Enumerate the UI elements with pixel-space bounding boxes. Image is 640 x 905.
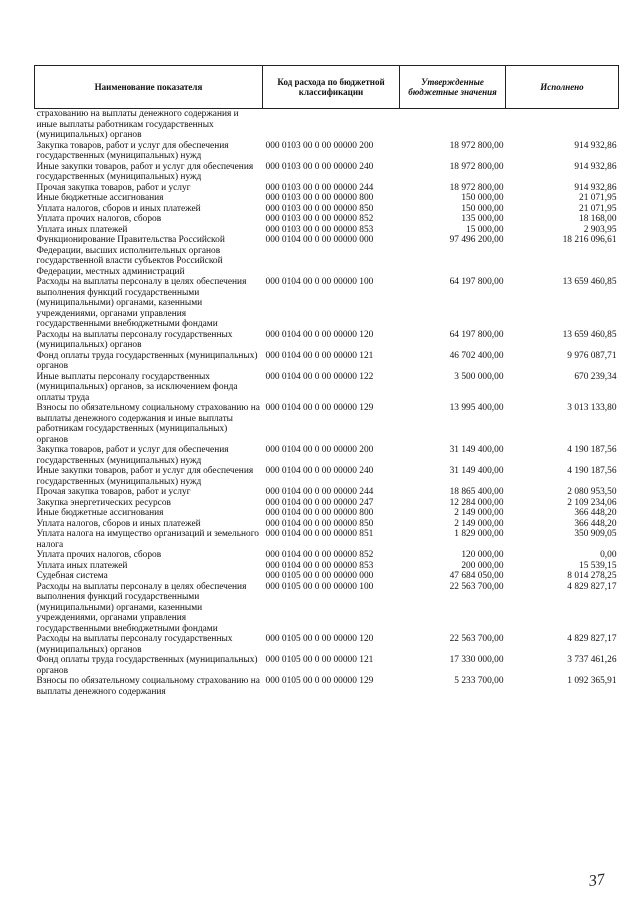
row-approved-cell: 18 972 800,00 [449,182,504,193]
row-executed-cell: 21 071,95 [579,193,617,203]
row-code-cell: 000 0105 00 0 00 00000 121 [265,655,374,665]
row-executed-cell: 13 659 460,85 [562,329,617,340]
row-approved-cell: 12 284 000,00 [449,497,504,508]
row-code-cell: 000 0104 00 0 00 00000 852 [265,550,374,560]
row-approved-cell: 15 000,00 [466,224,504,235]
row-executed-cell: 15 539,15 [579,560,617,571]
row-approved-cell: 3 500 000,00 [454,371,504,382]
table-row [35,571,619,582]
row-name-cell: Расходы на выплаты персоналу в целях обеспечения выполнения функций государственными (муниципальными) органами, казенными учреждениями, органами управления государственными внебюджетными фондами [36,277,247,329]
column-header-name: Наименование показателя [35,66,263,109]
row-code-cell: 000 0105 00 0 00 00000 129 [265,676,374,686]
row-executed-cell: 2 903,95 [583,224,617,235]
row-approved-cell: 1 829 000,00 [454,529,504,539]
row-name-cell: Иные выплаты персоналу государственных (муниципальных) органов, за исключением фонда оплаты труда [36,371,238,403]
table-row [35,403,619,445]
row-name-cell: Прочая закупка товаров, работ и услуг [36,487,191,497]
row-approved-cell: 5 233 700,00 [454,676,504,686]
row-name-cell: Уплата иных платежей [36,224,128,235]
table-row [35,372,619,404]
row-approved-cell: 2 149 000,00 [454,508,504,518]
table-row [35,351,619,372]
row-approved-cell: 135 000,00 [461,214,504,224]
column-header-executed: Исполнено [506,66,619,109]
row-approved-cell: 47 684 050,00 [449,571,504,581]
row-executed-cell: 18 168,00 [579,214,617,224]
row-approved-cell: 97 496 200,00 [449,235,504,245]
row-name-cell: Уплата налогов, сборов и иных платежей [36,203,201,214]
row-executed-cell: 4 190 187,56 [567,445,617,455]
row-executed-cell: 2 080 953,50 [567,487,617,497]
table-row [35,487,619,498]
row-code-cell: 000 0104 00 0 00 00000 100 [265,277,374,287]
row-executed-cell: 21 071,95 [579,203,617,214]
row-name-cell: Закупка товаров, работ и услуг для обеспечения государственных (муниципальных) нужд [36,140,229,161]
row-approved-cell: 150 000,00 [461,193,504,203]
row-code-cell: 000 0104 00 0 00 00000 240 [265,466,374,476]
row-executed-cell: 9 976 087,71 [567,350,617,361]
row-executed-cell: 366 448,20 [574,508,617,518]
budget-table [34,65,619,697]
row-name-cell: Прочая закупка товаров, работ и услуг [36,182,191,193]
budget-report-sheet [34,65,618,697]
table-row [35,466,619,487]
row-approved-cell: 64 197 800,00 [449,329,504,340]
row-code-cell: 000 0104 00 0 00 00000 244 [265,487,374,497]
row-name-cell: Взносы по обязательному социальному страхованию на выплаты денежного содержания [36,676,260,697]
row-code-cell: 000 0104 00 0 00 00000 853 [265,560,374,571]
row-name-cell: Иные закупки товаров, работ и услуг для обеспечения государственных (муниципальных) нужд [36,161,254,182]
row-executed-cell: 0,00 [600,550,617,560]
row-code-cell: 000 0104 00 0 00 00000 000 [265,235,374,245]
table-row [35,204,619,215]
table-row [35,655,619,676]
row-name-cell: Уплата налога на имущество организаций и земельного налога [36,529,259,550]
row-name-cell: Иные закупки товаров, работ и услуг для обеспечения государственных (муниципальных) нужд [36,466,254,487]
page-number: 37 [587,870,607,891]
table-row [35,550,619,561]
row-approved-cell: 31 149 400,00 [449,445,504,455]
row-name-cell: Уплата иных платежей [36,560,128,571]
row-name-cell: Уплата налогов, сборов и иных платежей [36,518,201,529]
table-row [35,519,619,530]
row-executed-cell [506,109,619,141]
row-approved-cell: 17 330 000,00 [449,655,504,665]
row-code-cell: 000 0103 00 0 00 00000 240 [265,161,374,172]
row-approved-cell: 46 702 400,00 [449,350,504,361]
row-approved-cell: 13 995 400,00 [449,403,504,413]
table-row [35,277,619,330]
table-row [35,634,619,655]
row-name-cell: Закупка энергетических ресурсов [36,497,171,508]
table-row [35,330,619,351]
row-executed-cell: 914 932,86 [574,161,617,172]
row-code-cell: 000 0103 00 0 00 00000 244 [265,182,374,193]
row-approved-cell: 18 865 400,00 [449,487,504,497]
row-code-cell: 000 0104 00 0 00 00000 129 [265,403,374,413]
row-code-cell: 000 0105 00 0 00 00000 100 [265,581,374,592]
row-approved-cell: 31 149 400,00 [449,466,504,476]
row-approved-cell: 18 972 800,00 [449,140,504,151]
row-approved-cell [400,109,506,141]
table-row [35,445,619,466]
row-code-cell: 000 0104 00 0 00 00000 120 [265,329,374,340]
row-code-cell: 000 0103 00 0 00 00000 853 [265,224,374,235]
row-name-cell: Расходы на выплаты персоналу в целях обеспечения выполнения функций государственными (муниципальными) органами, казенными учреждениями, органами управления государственными внебюджетными фондами [36,581,247,634]
row-name-cell: Закупка товаров, работ и услуг для обеспечения государственных (муниципальных) нужд [36,445,229,466]
row-executed-cell: 3 737 461,26 [567,655,617,665]
row-executed-cell: 18 216 096,61 [562,235,617,245]
row-approved-cell: 64 197 800,00 [449,277,504,287]
row-executed-cell: 13 659 460,85 [562,277,617,287]
row-name-cell: Иные бюджетные ассигнования [36,508,164,518]
row-name-cell: Уплата прочих налогов, сборов [36,214,162,224]
row-code-cell: 000 0103 00 0 00 00000 850 [265,203,374,214]
table-row [35,676,619,697]
table-row [35,561,619,572]
row-code-cell [263,109,400,141]
row-name-cell: Расходы на выплаты персоналу государственных (муниципальных) органов [36,634,233,655]
table-row [35,498,619,509]
row-approved-cell: 2 149 000,00 [454,518,504,529]
table-header-row [35,66,619,109]
table-row [35,183,619,194]
row-executed-cell: 1 092 365,91 [567,676,617,686]
row-code-cell: 000 0103 00 0 00 00000 800 [265,193,374,203]
row-name-cell: Функционирование Правительства Российской Федерации, высших исполнительных органов государственной власти субъектов Российской Федерации, местных администраций [36,235,225,277]
row-name-cell: Расходы на выплаты персоналу государственных (муниципальных) органов [36,329,233,350]
row-name-cell: Судебная система [36,571,108,581]
row-name-cell: Иные бюджетные ассигнования [36,193,164,203]
table-row [35,109,619,141]
row-approved-cell: 18 972 800,00 [449,161,504,172]
table-body [35,109,619,698]
row-code-cell: 000 0105 00 0 00 00000 000 [265,571,374,581]
row-code-cell: 000 0105 00 0 00 00000 120 [265,634,374,644]
table-row [35,193,619,204]
row-approved-cell: 120 000,00 [461,550,504,560]
table-row [35,235,619,277]
table-row [35,225,619,236]
row-name-cell: Фонд оплаты труда государственных (муниципальных) органов [36,655,258,676]
column-header-code: Код расхода по бюджетной классификации [263,66,400,109]
row-code-cell: 000 0104 00 0 00 00000 122 [265,371,374,382]
row-code-cell: 000 0104 00 0 00 00000 800 [265,508,374,518]
table-row [35,141,619,162]
row-code-cell: 000 0103 00 0 00 00000 200 [265,140,374,151]
row-executed-cell: 914 932,86 [574,182,617,193]
row-name-cell: Фонд оплаты труда государственных (муниципальных) органов [36,350,258,371]
row-approved-cell: 22 563 700,00 [449,634,504,644]
table-row [35,582,619,635]
row-executed-cell: 914 932,86 [574,140,617,151]
row-executed-cell: 8 014 278,25 [567,571,617,581]
row-code-cell: 000 0104 00 0 00 00000 247 [265,497,374,508]
table-row [35,529,619,550]
row-executed-cell: 4 829 827,17 [567,581,617,592]
row-executed-cell: 350 909,05 [574,529,617,539]
table-row [35,214,619,225]
row-executed-cell: 3 013 133,80 [567,403,617,413]
table-row [35,508,619,519]
row-code-cell: 000 0104 00 0 00 00000 850 [265,518,374,529]
row-code-cell: 000 0103 00 0 00 00000 852 [265,214,374,224]
row-name-cell: страхованию на выплаты денежного содержания и иные выплаты работникам государственных (муниципальных) органов [36,109,239,140]
row-approved-cell: 150 000,00 [461,203,504,214]
row-approved-cell: 22 563 700,00 [449,581,504,592]
row-executed-cell: 4 829 827,17 [567,634,617,644]
column-header-approved: Утвержденные бюджетные значения [400,66,506,109]
row-approved-cell: 200 000,00 [461,560,504,571]
row-code-cell: 000 0104 00 0 00 00000 200 [265,445,374,455]
row-code-cell: 000 0104 00 0 00 00000 851 [265,529,374,539]
row-executed-cell: 4 190 187,56 [567,466,617,476]
row-executed-cell: 366 448,20 [574,518,617,529]
row-executed-cell: 670 239,34 [574,371,617,382]
row-executed-cell: 2 109 234,06 [567,497,617,508]
row-name-cell: Уплата прочих налогов, сборов [36,550,162,560]
row-name-cell: Взносы по обязательному социальному страхованию на выплаты денежного содержания и иные выплаты работникам государственных (муниципальных) органов [36,403,260,445]
row-code-cell: 000 0104 00 0 00 00000 121 [265,350,374,361]
table-row [35,162,619,183]
